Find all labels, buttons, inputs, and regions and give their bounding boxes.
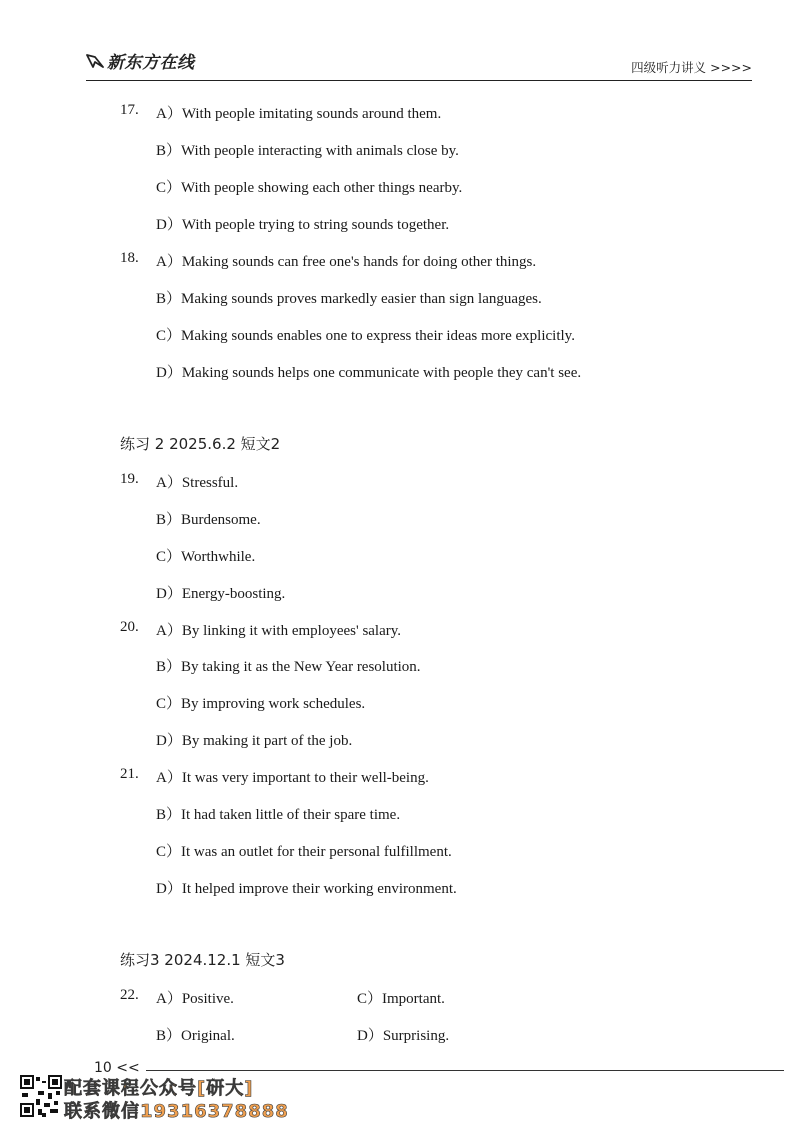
option-d: D）By making it part of the job.: [156, 733, 353, 749]
publisher-logo: [86, 48, 195, 73]
option-a: A）By linking it with employees' salary.: [156, 623, 402, 639]
watermark-line-2: 联系微信19316378888: [64, 1101, 289, 1122]
option-d: D）It helped improve their working environment.: [156, 881, 457, 897]
option-b: B）Making sounds proves markedly easier than sign languages.: [156, 291, 542, 307]
option-a: A）Making sounds can free one's hands for doing other things.: [156, 254, 537, 270]
option-b: B）Original.: [156, 1028, 235, 1044]
option-c: C）By improving work schedules.: [156, 696, 366, 712]
option-c: C）It was an outlet for their personal fulfillment.: [156, 844, 452, 860]
option-b: B）With people interacting with animals close by.: [156, 143, 459, 159]
footer-divider: [146, 1070, 784, 1071]
section-title: 练习 2 2025.6.2 短文2: [120, 435, 281, 453]
page-number-value: 10: [94, 1060, 112, 1076]
option-b: B）Burdensome.: [156, 512, 261, 528]
logo-text: 新东方在线: [107, 53, 195, 73]
option-a: A）Stressful.: [156, 475, 239, 491]
option-d: D）With people trying to string sounds together.: [156, 217, 450, 233]
watermark-line-1: 配套课程公众号[研大]: [64, 1078, 254, 1099]
question-number: 22.: [120, 987, 139, 1003]
header-section-label: 四级听力讲义 >>>>: [631, 60, 752, 75]
qr-code-icon: [20, 1075, 62, 1117]
option-b: B）By taking it as the New Year resolution.: [156, 659, 421, 675]
option-a: A）With people imitating sounds around them.: [156, 106, 442, 122]
question-number: 21.: [120, 766, 139, 782]
option-c: C）Worthwhile.: [156, 549, 256, 565]
option-d: D）Energy-boosting.: [156, 586, 286, 602]
logo-mark-icon: [86, 53, 104, 69]
option-c: C）Important.: [357, 991, 445, 1007]
option-b: B）It had taken little of their spare time.: [156, 807, 401, 823]
question-number: 18.: [120, 250, 139, 266]
page-header: [86, 46, 752, 81]
option-d: D）Surprising.: [357, 1028, 450, 1044]
option-a: A）Positive.: [156, 991, 234, 1007]
question-number: 20.: [120, 619, 139, 635]
question-number: 17.: [120, 102, 139, 118]
option-a: A）It was very important to their well-being.: [156, 770, 429, 786]
page-arrows: <<: [116, 1060, 140, 1076]
option-d: D）Making sounds helps one communicate with people they can't see.: [156, 365, 582, 381]
option-c: C）With people showing each other things nearby.: [156, 180, 463, 196]
question-number: 19.: [120, 471, 139, 487]
section-title: 练习3 2024.12.1 短文3: [120, 951, 285, 969]
option-c: C）Making sounds enables one to express their ideas more explicitly.: [156, 328, 575, 344]
